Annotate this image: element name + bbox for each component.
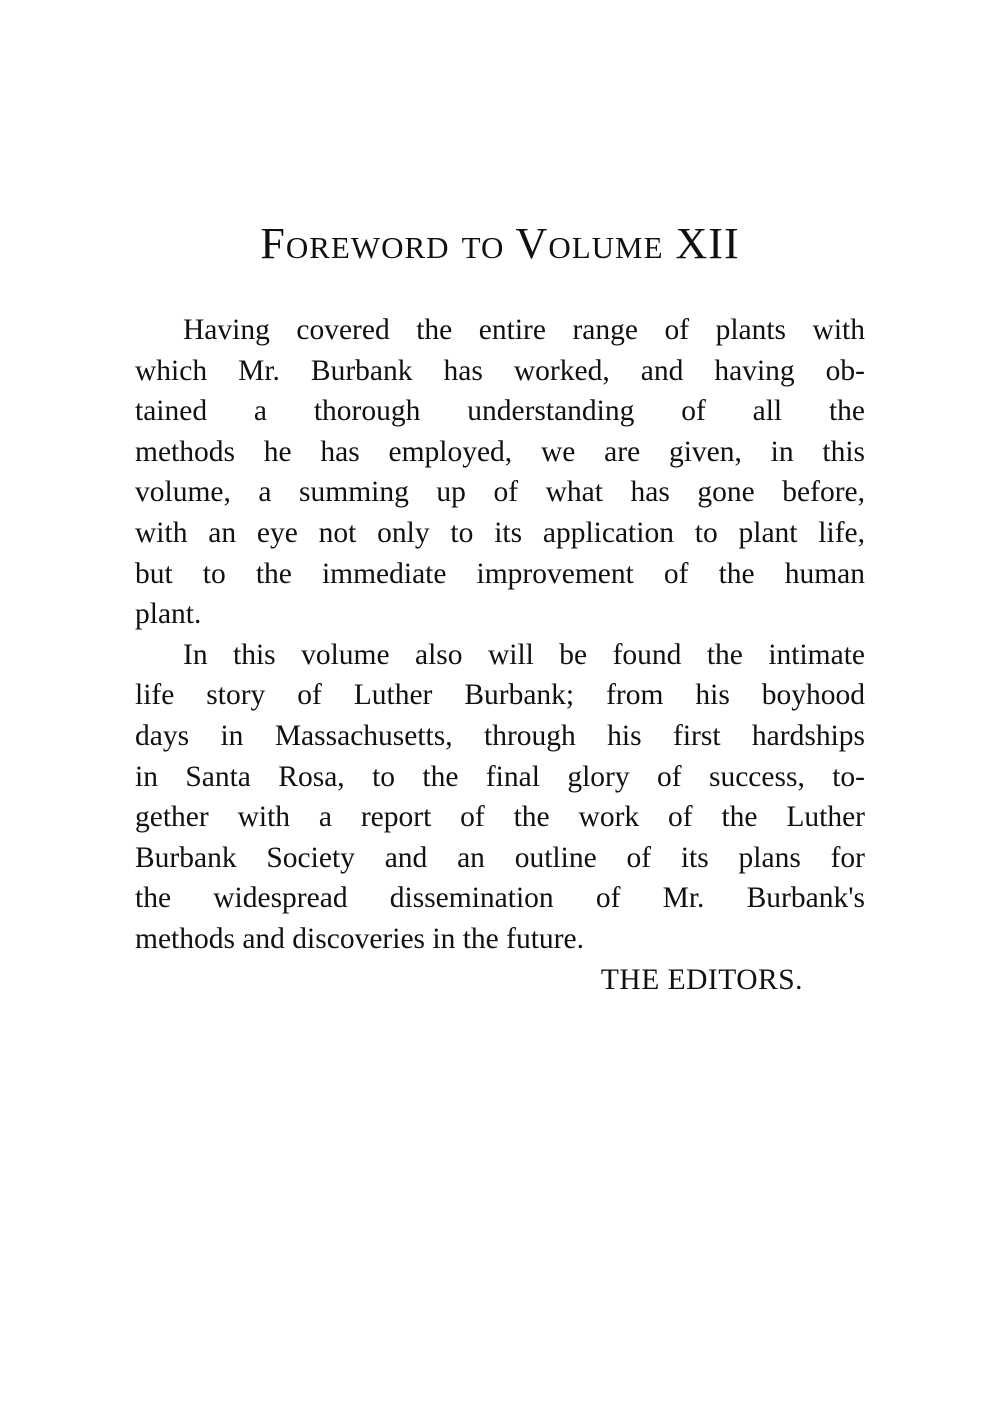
text-line: methods he has employed, we are given, in this — [135, 435, 865, 468]
text-line: the widespread dissemination of Mr. Burbank's — [135, 882, 865, 915]
text-line: gether with a report of the work of the Luther — [135, 801, 865, 834]
text-line: which Mr. Burbank has worked, and having ob- — [135, 354, 865, 387]
page-title: Foreword to Volume XII — [260, 219, 740, 268]
text-line: In this volume also will be found the intimate — [183, 638, 865, 671]
text-line: life story of Luther Burbank; from his boyhood — [135, 679, 865, 712]
paragraph-2 — [135, 635, 865, 960]
foreword-body — [135, 310, 865, 1000]
text-line: plant. — [135, 598, 202, 631]
text-line: methods and discoveries in the future. — [135, 922, 584, 955]
text-line: Having covered the entire range of plants with — [183, 314, 865, 346]
text-line: in Santa Rosa, to the final glory of success, to- — [135, 760, 865, 793]
text-line: volume, a summing up of what has gone before, — [135, 476, 865, 509]
text-line: with an eye not only to its application to plant life, — [135, 516, 865, 549]
signature: THE EDITORS. — [600, 963, 803, 996]
text-line: tained a thorough understanding of all the — [135, 395, 865, 428]
text-line: Burbank Society and an outline of its plans for — [135, 841, 865, 874]
text-line: days in Massachusetts, through his first hardships — [135, 719, 865, 752]
paragraph-1 — [135, 310, 865, 635]
text-line: but to the immediate improvement of the human — [135, 557, 865, 590]
